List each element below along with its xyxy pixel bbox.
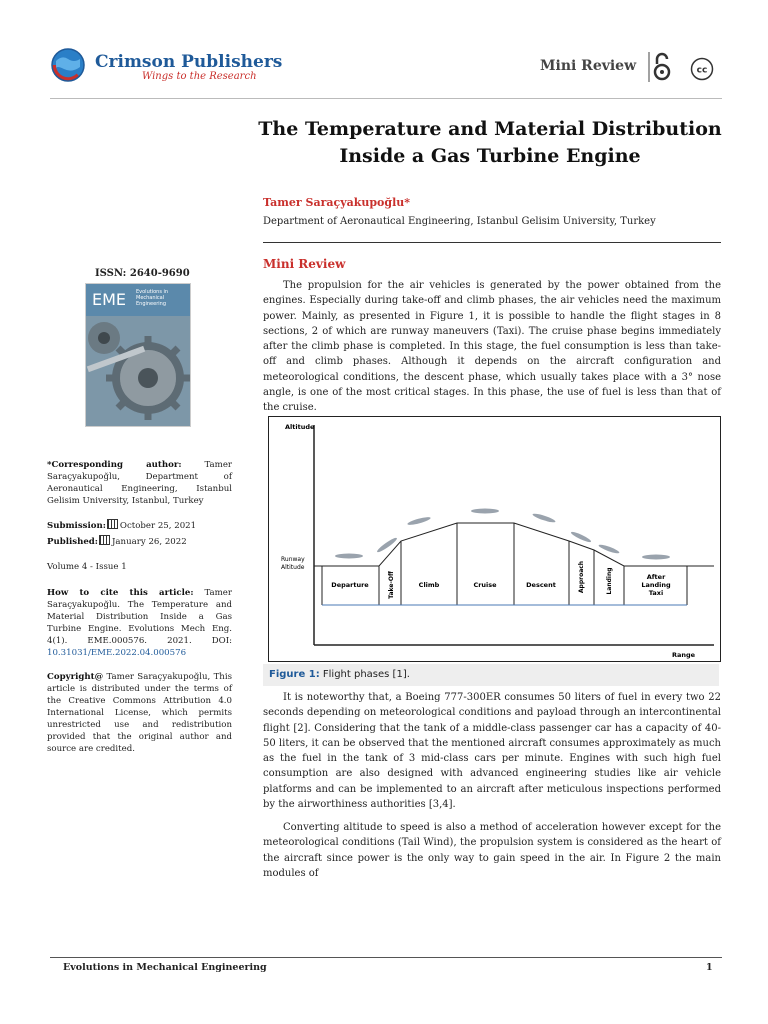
author-affiliation: Department of Aeronautical Engineering, Istanbul Gelisim University, Turkey xyxy=(263,216,656,227)
header-divider xyxy=(50,98,722,99)
phase-label-descent: Descent xyxy=(526,581,556,589)
phase-label-taxi: Taxi xyxy=(648,589,664,597)
article-type-label: Mini Review xyxy=(540,58,637,74)
doi-label: DOI: xyxy=(211,636,232,646)
affiliation-divider xyxy=(263,242,721,243)
figure-label: Figure 1: xyxy=(269,669,320,680)
phase-label-climb: Climb xyxy=(418,581,440,589)
publisher-name: Crimson Publishers xyxy=(95,52,283,72)
doi-link[interactable]: 10.31031/EME.2022.04.000576 xyxy=(47,648,187,658)
author-name: Tamer Saraçyakupoğlu* xyxy=(263,196,411,209)
copyright-label: Copyright@ xyxy=(47,672,104,682)
paragraph-2: It is noteworthy that, a Boeing 777-300ER consumes 50 liters of fuel in every two 22 seconds depending on meteorological conditions and payload through an intercontinental flight [2]. Considering that the tank of a middle-class passenger car has a capacity of 40-50 liters, it can be observed that the mentioned aircraft consumes approximately as much as the fuel in the tank of 3 mid-class cars per minute. Engines with such high fuel consumption are also designed with advanced engineering studies like air vehicle platforms and can be implemented to an aircraft after meticulous inspections performed by the airworthiness authorities [3,4]. xyxy=(263,692,721,811)
paragraph-3: Converting altitude to speed is also a method of acceleration however except for the meteorological conditions (Tail Wind), the propulsion system is considered as the heart of the aircraft since power is the only way to gain speed in the air. In Figure 2 the main modules of xyxy=(263,822,721,879)
phase-label-landing: Landing xyxy=(606,567,613,595)
gears-illustration xyxy=(86,316,190,426)
phase-label-after: After xyxy=(646,573,666,581)
cite-label: How to cite this article: xyxy=(47,588,194,598)
cover-title-line-3: Engineering xyxy=(136,301,166,307)
copyright xyxy=(47,671,232,755)
corresponding-label: *Corresponding author: xyxy=(47,460,182,470)
submission-date-value: October 25, 2021 xyxy=(119,521,197,531)
open-access-icon xyxy=(648,50,674,84)
phase-label-departure: Departure xyxy=(331,581,369,589)
phase-label-takeoff: Take-Off xyxy=(388,571,395,599)
submission-label: Submission: xyxy=(47,521,106,531)
corresponding-author xyxy=(47,459,232,507)
citation xyxy=(47,587,232,659)
volume-issue: Volume 4 - Issue 1 xyxy=(47,562,127,572)
page-number: 1 xyxy=(706,962,713,973)
figure-caption-text: Flight phases [1]. xyxy=(322,669,410,680)
published-date-value: January 26, 2022 xyxy=(111,537,187,547)
submission-date xyxy=(47,519,232,532)
paragraph-1: The propulsion for the air vehicles is generated by the power obtained from the engines. Especially during take-off and climb phases, the air vehicles need the maximum power. Mainly, as presented in Figure 1, it is possible to handle the flight stages in 8 sections, 2 of which are runway maneuvers (Taxi). The cruise phase begins immediately after the climb phase is completed. In this stage, the fuel consumption is less than take-off and climb phases. Although it depends on the aircraft configuration and meteorological conditions, the descent phase, which usually takes place with a 3° nose angle, is one of the most critical stages. In this phase, the use of fuel is less than that of the cruise. xyxy=(263,280,721,414)
cover-title-line-1: Evolutions in xyxy=(136,289,169,295)
runway-label: Runway xyxy=(281,556,305,563)
x-axis-label: Range xyxy=(672,651,696,659)
issn: ISSN: 2640-9690 xyxy=(95,268,190,279)
corresponding-text: Tamer Saraçyakupoğlu, Department of Aeronautical Engineering, Istanbul Gelisim University, Istanbul, Turkey xyxy=(47,460,233,506)
crimson-globe-logo-icon xyxy=(50,47,86,83)
footer-journal-name: Evolutions in Mechanical Engineering xyxy=(63,962,267,973)
cover-abbrev: EME xyxy=(92,290,127,309)
cite-text: Tamer Saraçyakupoğlu. The Temperature and Material Distribution Inside a Gas Turbine Engine. Evolutions Mech Eng. 4(1). EME.000576. 2021. xyxy=(47,588,232,646)
section-heading: Mini Review xyxy=(263,257,346,271)
phase-dividers xyxy=(322,523,687,605)
figure-1-flight-phases xyxy=(268,416,721,662)
phase-label-landing2: Landing xyxy=(641,581,671,589)
runway-altitude-label: Altitude xyxy=(281,564,305,571)
y-axis-label: Altitude xyxy=(285,423,315,431)
article-title: The Temperature and Material Distribution Inside a Gas Turbine Engine xyxy=(258,118,722,167)
published-date xyxy=(47,535,232,548)
cover-title-line-2: Mechanical xyxy=(136,295,165,301)
calendar-icon xyxy=(99,535,110,545)
publisher-tagline: Wings to the Research xyxy=(142,71,257,82)
figure-caption xyxy=(263,664,719,686)
journal-cover-image xyxy=(85,283,191,427)
cover-title xyxy=(136,289,168,307)
phase-label-approach: Approach xyxy=(578,560,585,594)
phase-label-cruise: Cruise xyxy=(473,581,497,589)
published-label: Published: xyxy=(47,537,98,547)
creative-commons-icon xyxy=(690,57,714,81)
svg-text:cc: cc xyxy=(696,65,708,76)
aircraft-icons xyxy=(335,509,670,560)
calendar-icon xyxy=(107,519,118,529)
footer-divider xyxy=(50,957,722,958)
copyright-text: Tamer Saraçyakupoğlu, This article is distributed under the terms of the Creative Commons Attribution 4.0 International License, which permits unrestricted use and redistribution provided that the original author and source are credited. xyxy=(47,672,232,754)
